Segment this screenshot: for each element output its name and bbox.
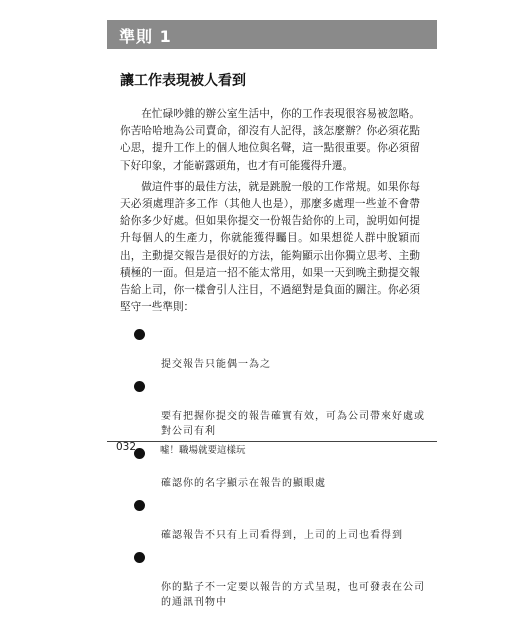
list-item bbox=[134, 550, 434, 610]
list-item-text: 你的點子不一定要以報告的方式呈現，也可發表在公司 的通訊刊物中 bbox=[161, 582, 425, 608]
book-title: 噓！職場就要這樣玩 bbox=[160, 445, 246, 456]
bullet-icon bbox=[134, 381, 145, 392]
bullet-icon bbox=[134, 329, 145, 340]
chapter-title: 準則 1 bbox=[119, 27, 172, 46]
list-item bbox=[134, 379, 434, 439]
guideline-list bbox=[134, 327, 434, 617]
list-item-text: 提交報告只能偶一為之 bbox=[161, 359, 271, 370]
body-text bbox=[120, 106, 420, 320]
list-item-text: 要有把握你提交的報告確實有效，可為公司帶來好處或 對公司有利 bbox=[161, 411, 425, 437]
paragraph: 在忙碌吵雜的辦公室生活中，你的工作表現很容易被忽略。你苦哈哈地為公司賣命，卻沒有人記得，該怎麼辦？你必須花點心思，提升工作上的個人地位與名聲，這一點很重要。你必須留下好印象，才能嶄露頭角，也才有可能獲得升遷。 bbox=[120, 108, 420, 172]
bullet-icon bbox=[134, 500, 145, 511]
footer-divider bbox=[107, 441, 437, 442]
list-item-text: 確認你的名字顯示在報告的顯眼處 bbox=[161, 478, 326, 489]
section-heading: 讓工作表現被人看到 bbox=[120, 73, 246, 89]
bullet-icon bbox=[134, 552, 145, 563]
list-item bbox=[134, 498, 434, 543]
list-item-text: 確認報告不只有上司看得到，上司的上司也看得到 bbox=[161, 530, 403, 541]
page-number: 032 bbox=[116, 441, 137, 453]
chapter-header-bar bbox=[107, 20, 437, 49]
list-item bbox=[134, 327, 434, 372]
paragraph: 做這件事的最佳方法，就是跳脫一般的工作常規。如果你每天必須處理許多工作（其他人也是），那麼多處理一些並不會帶給你多少好處。但如果你提交一份報告給你的上司，說明如何提升每個人的生產力，你就能獲得矚目。如果想從人群中脫穎而出，主動提交報告是很好的方法，能夠顯示出你獨立思考、主動積極的一面。但是這一招不能太常用，如果一天到晚主動提交報告給上司，你一樣會引人注目，不過絕對是負面的關注。你必須堅守一些準則： bbox=[120, 180, 420, 314]
